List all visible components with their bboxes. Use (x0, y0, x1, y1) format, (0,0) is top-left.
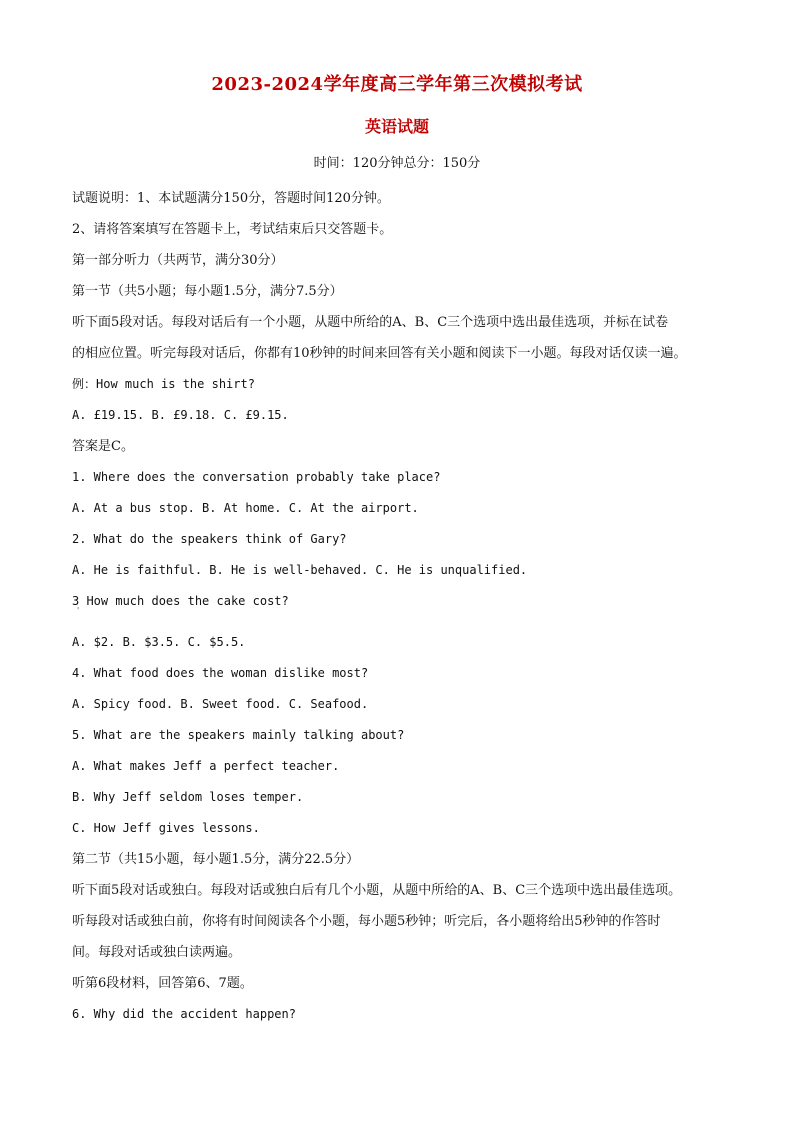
content-line: 5. What are the speakers mainly talking about? (72, 728, 405, 742)
content-line: C. How Jeff gives lessons. (72, 821, 260, 835)
content-line: 第二节（共15小题，每小题1.5分，满分22.5分） (72, 852, 360, 867)
stray-mark-icon: ' (77, 606, 80, 615)
content-line: A. He is faithful. B. He is well-behaved. C. He is unqualified. (72, 563, 528, 577)
exam-content (72, 183, 736, 1030)
content-line: 2、请将答案填写在答题卡上，考试结束后只交答题卡。 (72, 222, 393, 237)
content-line: A. At a bus stop. B. At home. C. At the airport. (72, 501, 419, 515)
content-line: 听下面5段对话或独白。每段对话或独白后有几个小题，从题中所给的A、B、C三个选项中选出最佳选项。 (72, 883, 682, 898)
content-line: 答案是C。 (72, 439, 134, 454)
content-line: B. Why Jeff seldom loses temper. (72, 790, 304, 804)
content-line: 听每段对话或独白前，你将有时间阅读各个小题，每小题5秒钟；听完后，各小题将给出5秒钟的作答时 (72, 914, 661, 929)
content-line: 的相应位置。听完每段对话后，你都有10秒钟的时间来回答有关小题和阅读下一小题。每段对话仅读一遍。 (72, 346, 687, 361)
content-line: 4. What food does the woman dislike most? (72, 666, 369, 680)
content-line: A. £19.15. B. £9.18. C. £9.15. (72, 408, 289, 422)
content-line: 试题说明：1、本试题满分150分，答题时间120分钟。 (72, 191, 390, 206)
content-line: 听第6段材料，回答第6、7题。 (72, 976, 253, 991)
content-line: 例：How much is the shirt? (72, 377, 255, 391)
content-line: 第一部分听力（共两节，满分30分） (72, 253, 284, 268)
content-line: A. Spicy food. B. Sweet food. C. Seafood. (72, 697, 369, 711)
content-line: 1. Where does the conversation probably take place? (72, 470, 441, 484)
time-info: 时间：120分钟总分：150分 (313, 156, 481, 171)
content-line: A. $2. B. $3.5. C. $5.5. (72, 635, 246, 649)
exam-subtitle: 英语试题 (364, 117, 429, 136)
content-line: 3 How much does the cake cost? (72, 594, 289, 608)
content-line: 听下面5段对话。每段对话后有一个小题，从题中所给的A、B、C三个选项中选出最佳选项，并标在试卷 (72, 315, 669, 330)
content-line: 2. What do the speakers think of Gary? (72, 532, 347, 546)
content-line: 间。每段对话或独白读两遍。 (72, 945, 242, 960)
content-line: 第一节（共5小题；每小题1.5分，满分7.5分） (72, 284, 343, 299)
content-line: A. What makes Jeff a perfect teacher. (72, 759, 340, 773)
content-line: 6. Why did the accident happen? (72, 1007, 296, 1021)
exam-title: 2023-2024学年度高三学年第三次模拟考试 (211, 74, 583, 95)
